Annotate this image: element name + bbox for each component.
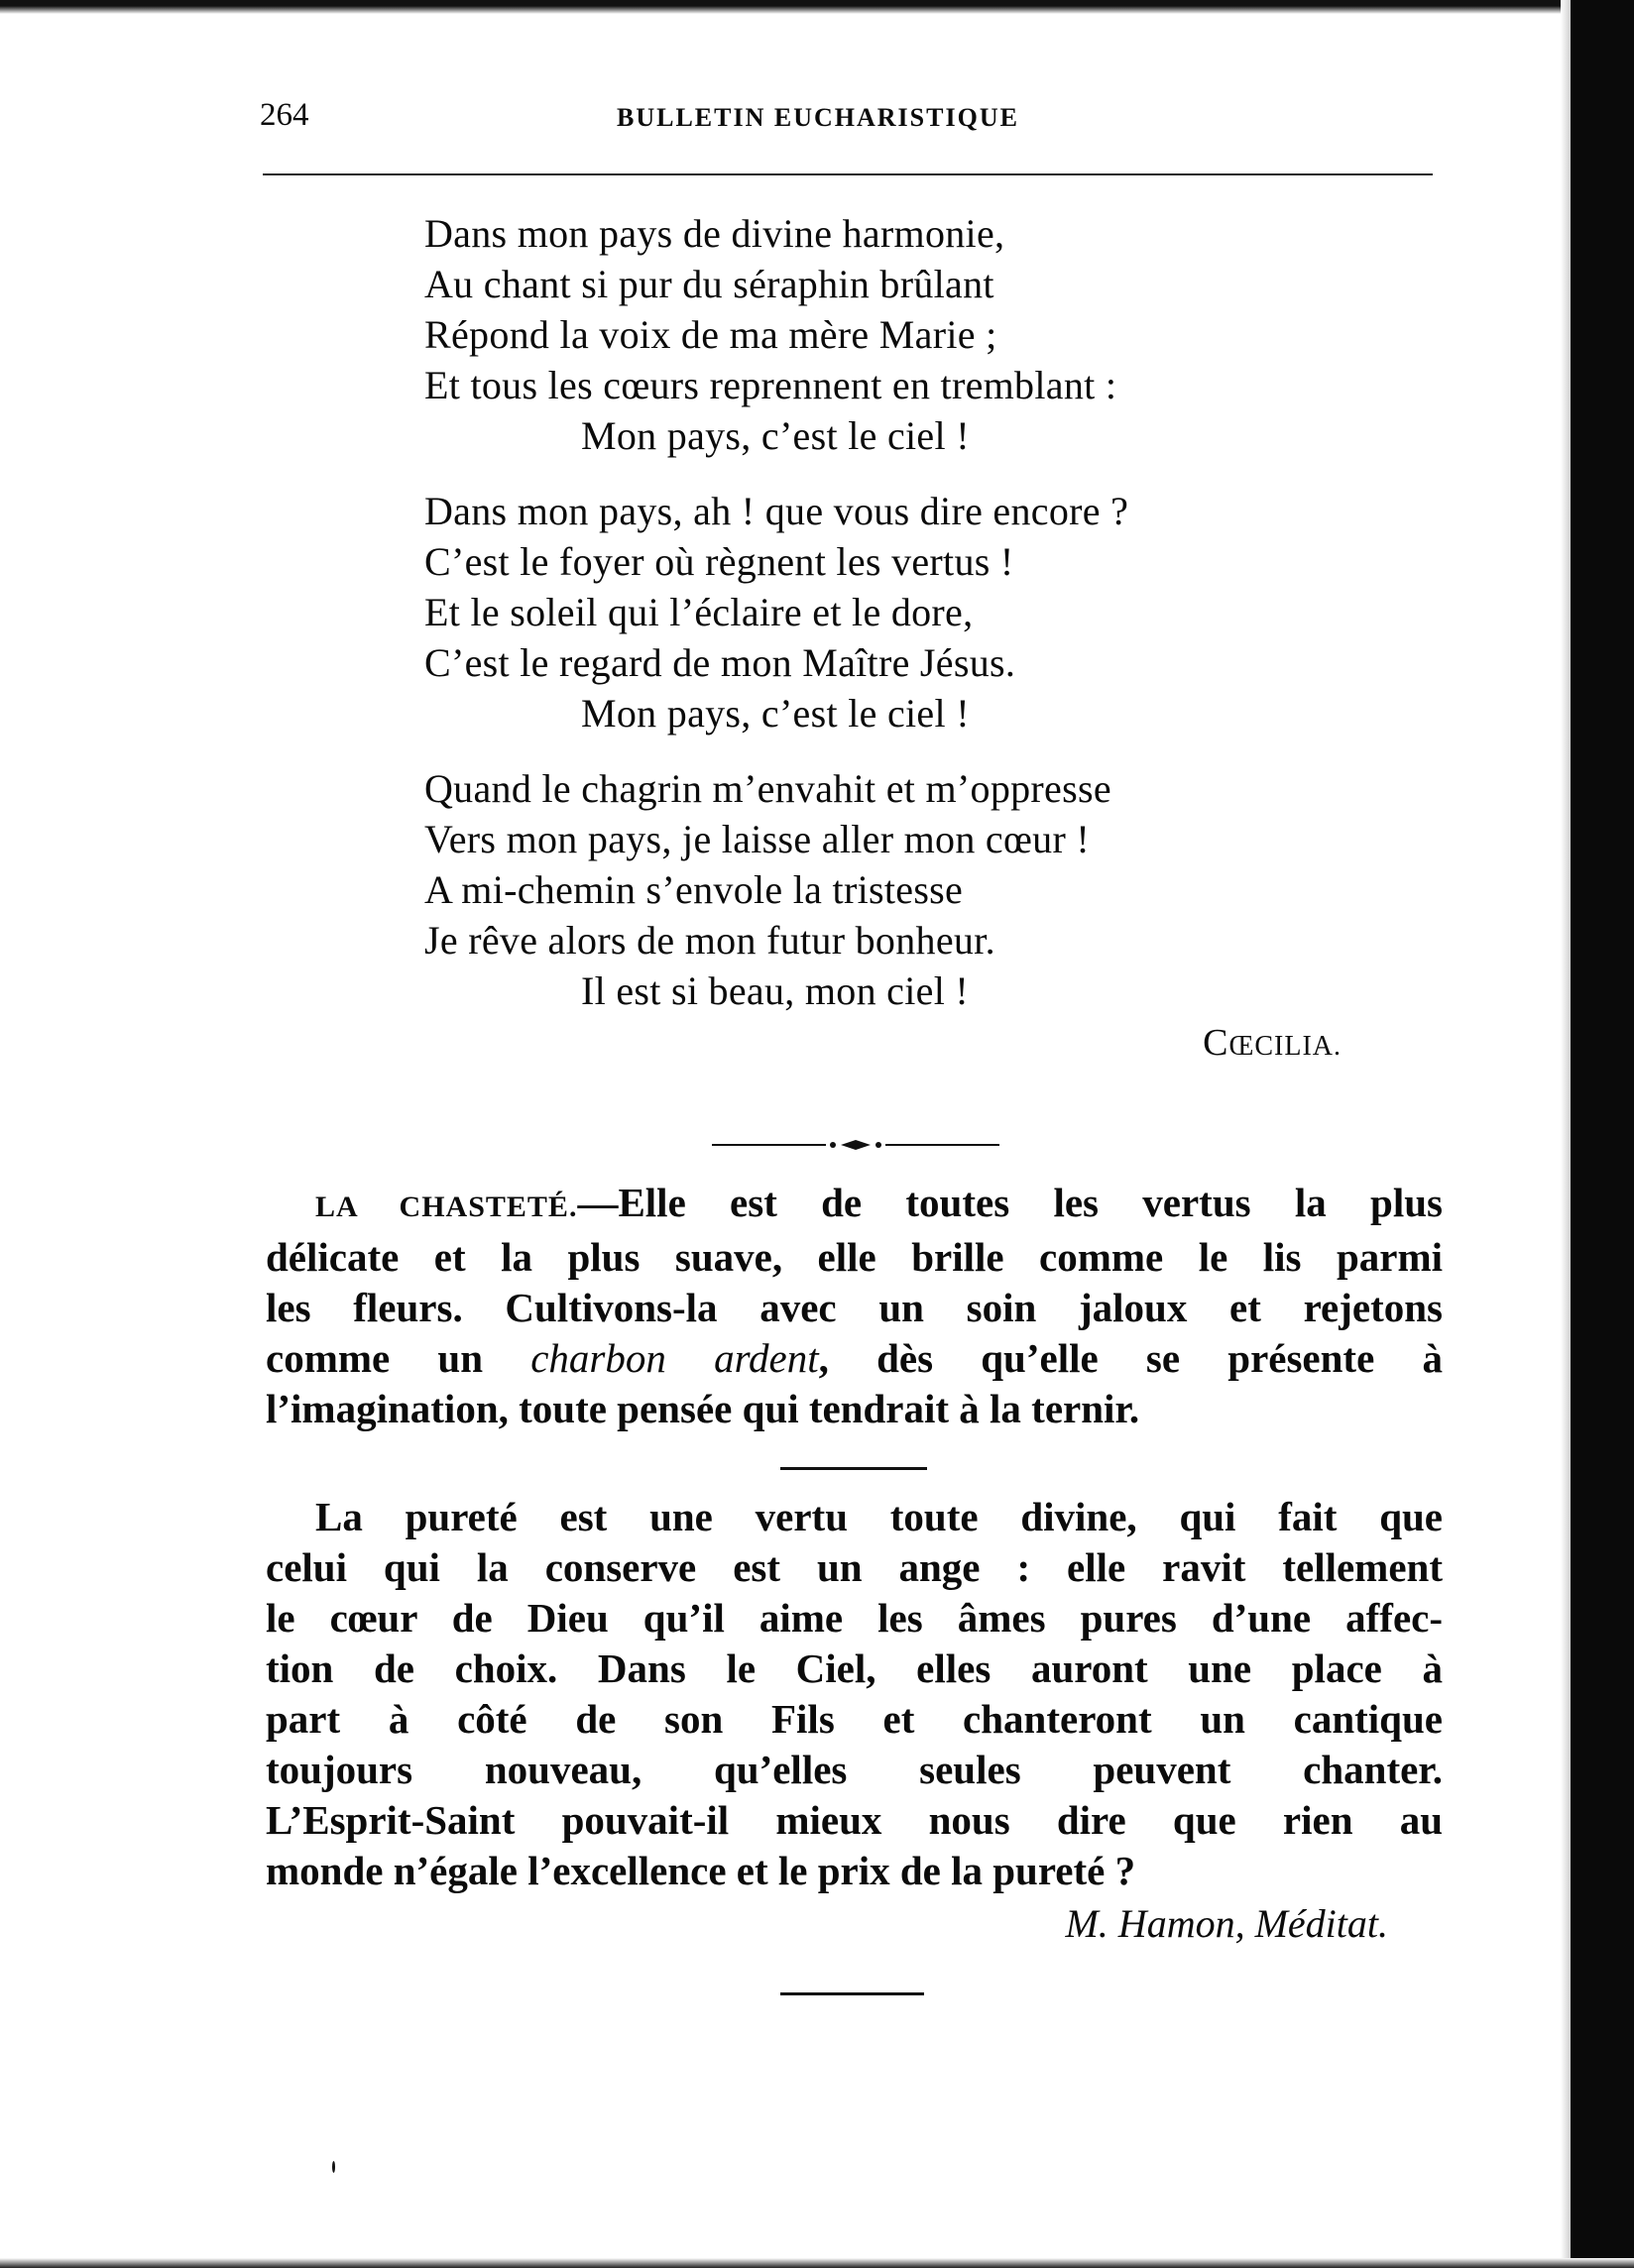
poem-refrain: Mon pays, c’est le ciel ! [581, 691, 970, 736]
poem-line: A mi-chemin s’envole la tristesse [424, 867, 964, 912]
poem-line: Et le soleil qui l’éclaire et le dore, [424, 590, 974, 634]
paragraph-line: l’imagination, toute pensée qui tendrait à la ternir. [266, 1386, 1140, 1431]
running-title: BULLETIN EUCHARISTIQUE [617, 103, 1019, 132]
paragraph-text: comme un [266, 1335, 531, 1381]
ornament-divider [712, 1138, 999, 1152]
page-edge-shadow [1561, 0, 1571, 2268]
header-rule [263, 173, 1433, 175]
paragraph-text: , dès qu’elle se présente à [818, 1335, 1443, 1381]
scan-border-right [1571, 0, 1634, 2268]
paragraph-text: —Elle est de toutes les vertus la plus [577, 1180, 1443, 1225]
poem-line: Et tous les cœurs reprennent en tremblant : [424, 363, 1117, 407]
ornament-dot-right [875, 1142, 881, 1148]
paragraph-line [266, 1178, 1443, 1232]
paragraph-line: L’Esprit-Saint pouvait-il mieux nous dire que rien au [266, 1797, 1443, 1843]
poem-line: Dans mon pays, ah ! que vous dire encore ? [424, 489, 1129, 533]
attribution-work: Méditat. [1254, 1901, 1388, 1946]
paragraph-line: monde n’égale l’excellence et le prix de la pureté ? [266, 1848, 1136, 1893]
section-lead: LA CHASTETÉ. [315, 1191, 578, 1223]
paragraph-line: celui qui la conserve est un ange : elle ravit tellement [266, 1544, 1443, 1590]
section-divider [780, 1467, 927, 1470]
scan-border-top [0, 0, 1634, 14]
poem-line: Quand le chagrin m’envahit et m’oppresse [424, 766, 1111, 811]
poem-line: Au chant si pur du séraphin brûlant [424, 262, 994, 306]
poem-stanza-3 [424, 763, 1376, 1016]
attribution: M. Hamon, Méditat. [1065, 1901, 1388, 1946]
paragraph-line: toujours nouveau, qu’elles seules peuvent chanter. [266, 1747, 1443, 1792]
poem-stanza-2 [424, 486, 1376, 738]
ornament-diamond [841, 1140, 871, 1150]
paragraph-line: La pureté est une vertu toute divine, qui fait que [315, 1494, 1443, 1539]
poem-signature [424, 1018, 1376, 1072]
poem-line: C’est le regard de mon Maître Jésus. [424, 640, 1016, 685]
poem-line: Vers mon pays, je laisse aller mon cœur ! [424, 817, 1091, 861]
paragraph-purete [266, 1492, 1443, 1896]
signature-initial: C [1203, 1022, 1229, 1064]
poem-refrain: Mon pays, c’est le ciel ! [581, 413, 970, 458]
end-divider [780, 1992, 924, 1995]
poem-refrain: Il est si beau, mon ciel ! [581, 968, 970, 1013]
poem-line: Dans mon pays de divine harmonie, [424, 211, 1005, 256]
page-number: 264 [260, 97, 309, 133]
paragraph-line: tion de choix. Dans le Ciel, elles auront une place à [266, 1645, 1443, 1691]
paragraph-line: délicate et la plus suave, elle brille comme le lis parmi [266, 1234, 1443, 1280]
paragraph-line: le cœur de Dieu qu’il aime les âmes pures d’une affec- [266, 1595, 1443, 1641]
poem-line: Répond la voix de ma mère Marie ; [424, 312, 997, 357]
scan-speck [332, 2161, 335, 2173]
page-header [260, 97, 1435, 137]
signature-rest: ŒCILIA. [1228, 1031, 1342, 1062]
paragraph-line: part à côté de son Fils et chanteront un cantique [266, 1696, 1443, 1742]
scan-border-bottom [0, 2258, 1634, 2268]
ornament-dot-left [830, 1142, 836, 1148]
poem-stanza-1 [424, 208, 1376, 461]
poem-line: Je rêve alors de mon futur bonheur. [424, 918, 995, 963]
paragraph-line [266, 1333, 1443, 1384]
poem [424, 208, 1376, 1072]
italic-phrase: charbon ardent [530, 1335, 819, 1381]
paragraph-line: les fleurs. Cultivons-la avec un soin jaloux et rejetons [266, 1285, 1443, 1330]
paragraph-chastete [266, 1178, 1443, 1434]
attribution-author: M. Hamon [1065, 1901, 1235, 1946]
poem-line: C’est le foyer où règnent les vertus ! [424, 539, 1014, 584]
